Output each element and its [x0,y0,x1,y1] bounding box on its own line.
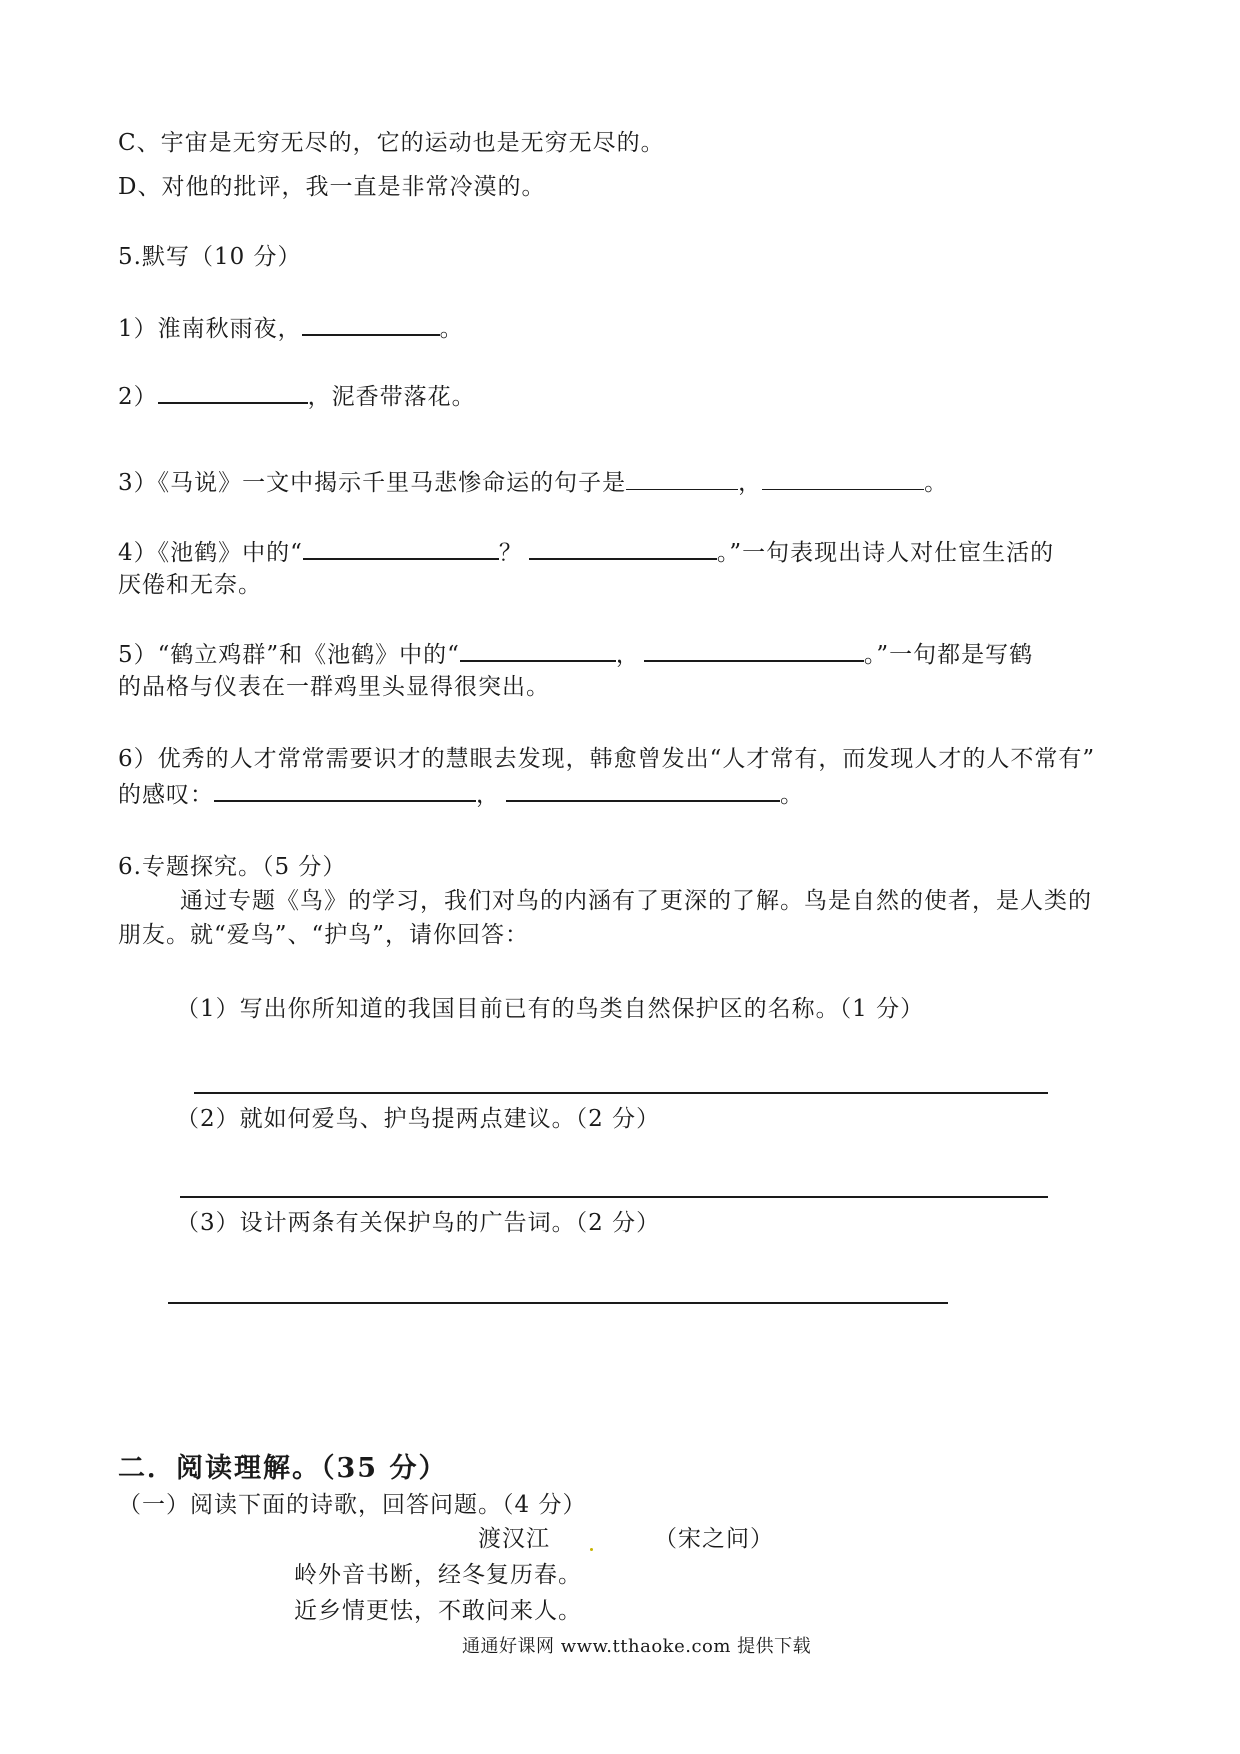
q5-item-1 [118,312,464,344]
q5-item-2 [118,380,476,412]
q5-item-3-mid: ， [738,470,763,496]
q6-sub1: （1）写出你所知道的我国目前已有的鸟类自然保护区的名称。（1 分） [176,996,925,1022]
answer-blank[interactable] [644,638,864,662]
q5-item-6 [118,778,804,810]
answer-line[interactable] [180,1196,1048,1198]
q5-item-3-end: 。 [924,470,949,496]
q5-item-6-mid: ， [476,782,500,808]
q6-sub2: （2）就如何爱鸟、护鸟提两点建议。（2 分） [176,1106,661,1132]
poem-line-2: 近乡情更怯，不敢问来人。 [294,1598,582,1624]
answer-blank[interactable] [626,471,738,490]
poem-author: （宋之问） [654,1526,774,1552]
q5-item-5 [118,638,1033,670]
decorative-dot [590,1548,593,1551]
q5-item-2-num: 2） [118,384,158,410]
answer-blank[interactable] [529,536,717,560]
q5-item-1-end: 。 [439,316,464,342]
q5-item-6-text: 的感叹： [118,782,214,808]
q5-item-6-line1: 6）优秀的人才常常需要识才的慧眼去发现，韩愈曾发出“人才常有，而发现人才的人不常有” [118,746,1096,772]
answer-blank[interactable] [762,471,924,490]
q5-item-1-text: 1）淮南秋雨夜， [118,316,302,342]
poem-line-1: 岭外音书断，经冬复历春。 [294,1562,582,1588]
option-d: D、对他的批评，我一直是非常冷漠的。 [118,174,546,200]
q5-item-4-text: 4）《池鹤》中的“ [118,540,303,566]
option-c: C、宇宙是无穷无尽的，它的运动也是无穷无尽的。 [118,130,665,156]
q6-intro-line2: 朋友。就“爱鸟”、“护鸟”，请你回答： [118,922,530,948]
answer-line[interactable] [194,1092,1048,1094]
q5-item-4-line2: 厌倦和无奈。 [118,572,262,598]
answer-blank[interactable] [303,536,499,560]
poem-title: 渡汉江 [478,1526,550,1552]
answer-blank[interactable] [302,312,440,336]
q5-item-5-line2: 的品格与仪表在一群鸡里头显得很突出。 [118,674,550,700]
q5-title: 5.默写（10 分） [118,244,302,270]
footer-watermark: 通通好课网 www.tthaoke.com 提供下载 [462,1636,812,1657]
answer-blank[interactable] [460,638,616,662]
q6-intro-line1: 通过专题《鸟》的学习，我们对鸟的内涵有了更深的了解。鸟是自然的使者，是人类的 [180,888,1092,914]
q5-item-2-text: ，泥香带落花。 [307,384,476,410]
q5-item-3 [118,468,948,498]
q5-item-4-mid: ？ [498,540,523,566]
q5-item-4 [118,536,1054,568]
q6-title: 6.专题探究。（5 分） [118,854,347,880]
q5-item-5-end: 。”一句都是写鹤 [863,642,1034,668]
section-2-part-1: （一）阅读下面的诗歌，回答问题。（4 分） [118,1492,587,1518]
answer-blank[interactable] [158,380,308,404]
q5-item-5-text: 5）“鹤立鸡群”和《池鹤》中的“ [118,642,460,668]
q5-item-6-end: 。 [780,782,804,808]
section-2-heading: 二．阅读理解。（35 分） [118,1453,448,1484]
answer-blank[interactable] [506,778,780,802]
q5-item-5-mid: ， [615,642,640,668]
q5-item-4-end: 。”一句表现出诗人对仕宦生活的 [716,540,1055,566]
q5-item-3-text: 3）《马说》一文中揭示千里马悲惨命运的句子是 [118,470,627,496]
answer-line[interactable] [168,1302,948,1304]
q6-sub3: （3）设计两条有关保护鸟的广告词。（2 分） [176,1210,661,1236]
answer-blank[interactable] [214,778,476,802]
